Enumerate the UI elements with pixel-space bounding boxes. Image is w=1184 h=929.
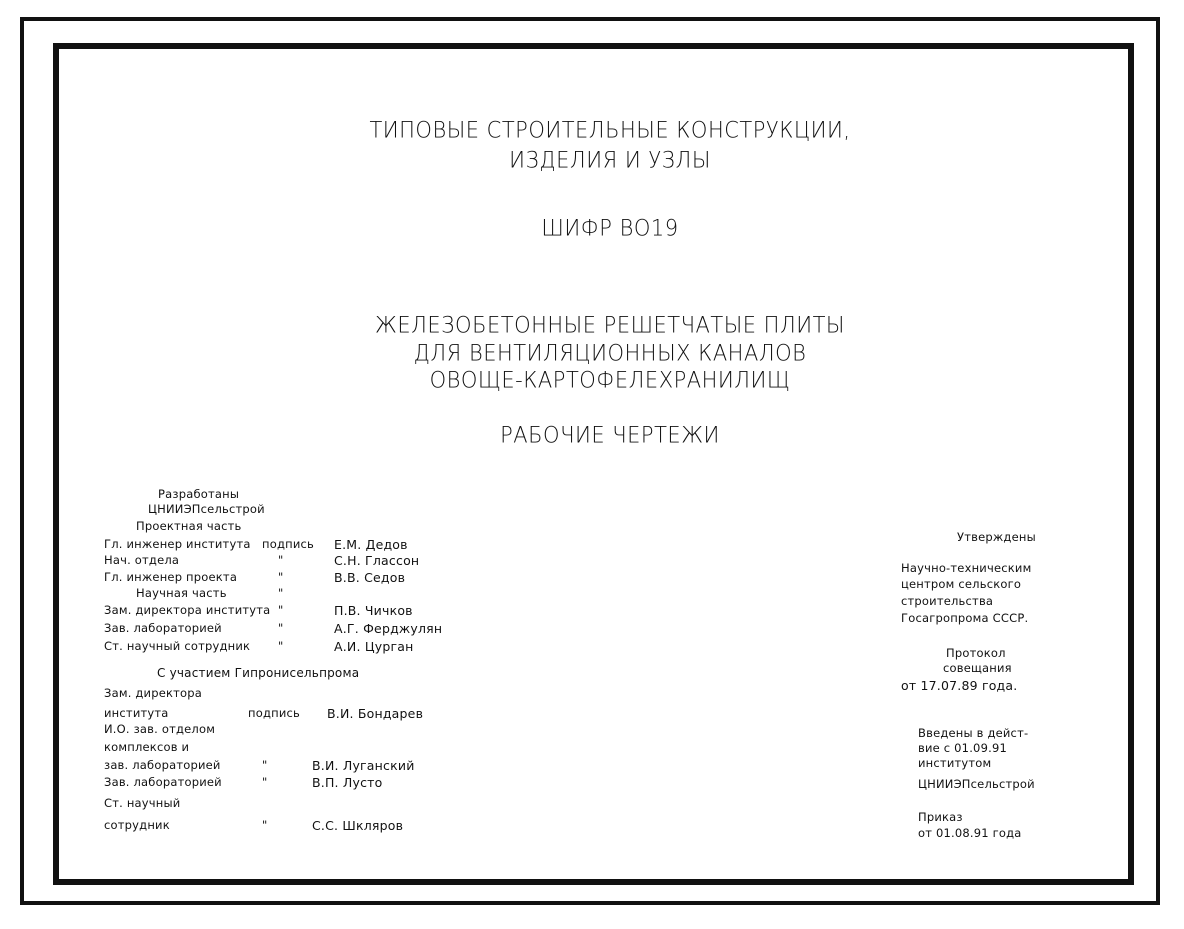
staff-name: Е.М. Дедов (334, 537, 408, 552)
main-title-line1: ЖЕЛЕЗОБЕТОННЫЕ РЕШЕТЧАТЫЕ ПЛИТЫ (375, 312, 845, 338)
main-title-line2: ДЛЯ ВЕНТИЛЯЦИОННЫХ КАНАЛОВ (413, 340, 807, 366)
developers-org: ЦНИИЭПсельстрой (148, 502, 265, 516)
introduced-line4: ЦНИИЭПсельстрой (918, 777, 1035, 791)
protocol-line2: совещания (943, 661, 1012, 675)
staff-role: Нач. отдела (104, 553, 180, 567)
participant-name: С.С. Шкляров (312, 818, 404, 833)
introduced-line2: вие с 01.09.91 (918, 741, 1007, 755)
approval-by-line3: строительства (901, 594, 994, 608)
participant-sign: подпись (248, 706, 300, 720)
approval-by-line2: центром сельского (901, 577, 1022, 591)
participant-sign: " (262, 818, 268, 832)
participant-role: И.О. зав. отделом (104, 722, 216, 736)
protocol-line3: от 17.07.89 года. (901, 678, 1018, 693)
protocol-line1: Протокол (946, 646, 1006, 660)
staff-name: В.В. Седов (334, 570, 406, 585)
participant-role: комплексов и (104, 740, 190, 754)
series-title-line1: ТИПОВЫЕ СТРОИТЕЛЬНЫЕ КОНСТРУКЦИИ, (369, 117, 851, 143)
code: ШИФР ВО19 (541, 215, 679, 241)
participant-role: сотрудник (104, 818, 170, 832)
staff-sign: " (278, 553, 284, 567)
staff-sign: подпись (262, 537, 314, 551)
series-title-line2: ИЗДЕЛИЯ И УЗЛЫ (509, 147, 711, 173)
order-line2: от 01.08.91 года (918, 826, 1022, 840)
participant-sign: " (262, 758, 268, 772)
staff-name: А.И. Цурган (334, 639, 414, 654)
introduced-line3: институтом (918, 756, 992, 770)
staff-name: П.В. Чичков (334, 603, 413, 618)
staff-sign: " (278, 570, 284, 584)
participant-role: института (104, 706, 169, 720)
approval-heading: Утверждены (957, 530, 1036, 544)
staff-role: Гл. инженер проекта (104, 570, 238, 584)
staff-sign: " (278, 639, 284, 653)
developers-part: Проектная часть (136, 519, 242, 533)
staff-name: С.Н. Глассон (334, 553, 420, 568)
staff-name: А.Г. Ферджулян (334, 621, 443, 636)
staff-role: Зав. лабораторией (104, 621, 222, 635)
participant-role: Зав. лабораторией (104, 775, 222, 789)
participant-role: Ст. научный (104, 796, 181, 810)
staff-role: Научная часть (136, 586, 227, 600)
participant-role: Зам. директора (104, 686, 203, 700)
staff-role: Ст. научный сотрудник (104, 639, 251, 653)
main-subtitle: РАБОЧИЕ ЧЕРТЕЖИ (500, 422, 720, 448)
staff-sign: " (278, 621, 284, 635)
staff-role: Гл. инженер института (104, 537, 251, 551)
staff-sign: " (278, 586, 284, 600)
main-title-line3: ОВОЩЕ-КАРТОФЕЛЕХРАНИЛИЩ (429, 367, 791, 393)
order-line1: Приказ (918, 810, 963, 824)
participant-name: В.И. Бондарев (327, 706, 424, 721)
participant-sign: " (262, 775, 268, 789)
introduced-line1: Введены в дейст- (918, 726, 1029, 740)
staff-sign: " (278, 603, 284, 617)
staff-role: Зам. директора института (104, 603, 271, 617)
participant-role: зав. лабораторией (104, 758, 221, 772)
participation-heading: С участием Гипронисельпрома (157, 666, 360, 680)
participant-name: В.И. Луганский (312, 758, 415, 773)
approval-by-line4: Госагропрома СССР. (901, 611, 1029, 625)
participant-name: В.П. Лусто (312, 775, 383, 790)
developers-heading: Разработаны (158, 487, 240, 501)
approval-by-line1: Научно-техническим (901, 561, 1032, 575)
